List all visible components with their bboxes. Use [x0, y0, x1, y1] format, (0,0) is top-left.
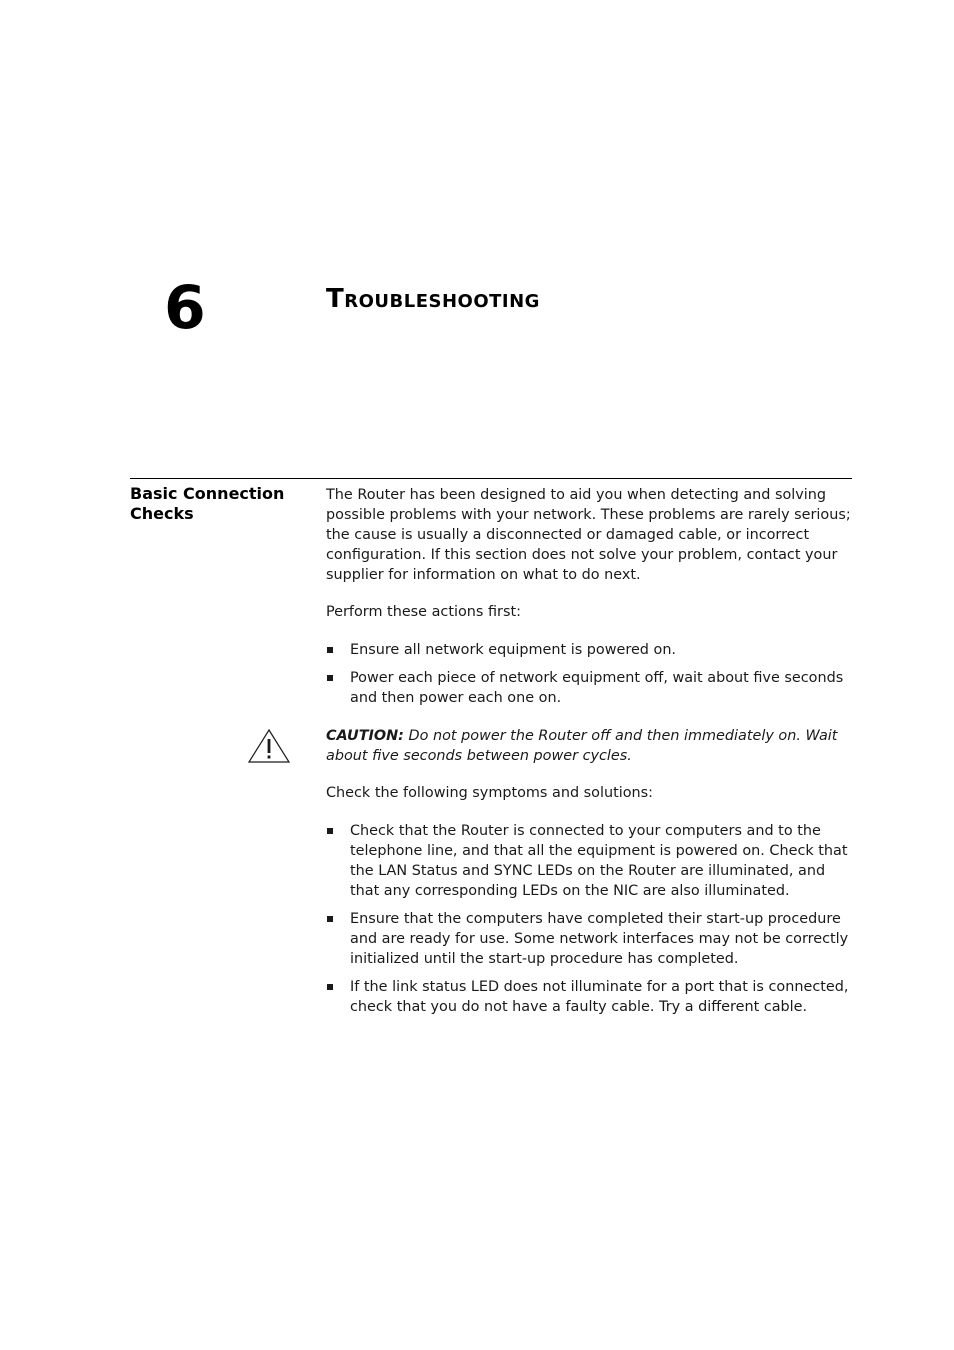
list-item: [326, 977, 854, 1017]
list-item-text: Power each piece of network equipment off, wait about five seconds and then power each one on.: [350, 670, 844, 706]
chapter-number: 6: [164, 273, 206, 343]
list-item: [326, 668, 854, 708]
intro-paragraph: The Router has been designed to aid you when detecting and solving possible problems with your network. These problems are rarely serious; the cause is usually a disconnected or damaged cable, or incorrect configuration. If this section does not solve your problem, contact your supplier for information on what to do next.: [326, 487, 851, 583]
symptoms-list: [326, 821, 854, 1017]
caution-label: CAUTION:: [326, 728, 404, 744]
caution-text: Do not power the Router off and then immediately on. Wait about five seconds between power cycles.: [326, 728, 838, 764]
chapter-title: Troubleshooting: [326, 284, 540, 314]
section-heading: Basic Connection Checks: [130, 484, 285, 523]
list-item-text: Check that the Router is connected to your computers and to the telephone line, and that all the equipment is powered on. Check that the LAN Status and SYNC LEDs on the Router are illuminated, and that any corresponding LEDs on the NIC are also illuminated.: [350, 823, 848, 899]
list-item-text: Ensure all network equipment is powered on.: [350, 642, 677, 658]
bullet-square-icon: [327, 984, 333, 990]
caution-note: [326, 726, 854, 766]
bullet-square-icon: [327, 647, 333, 653]
list-item: [326, 821, 854, 901]
bullet-square-icon: [327, 675, 333, 681]
first-actions-lead: Perform these actions first:: [326, 604, 521, 620]
symptoms-lead: Check the following symptoms and solutions:: [326, 785, 653, 801]
section-divider: [130, 478, 852, 479]
bullet-square-icon: [327, 916, 333, 922]
first-actions-list: [326, 640, 854, 708]
bullet-square-icon: [327, 828, 333, 834]
list-item-text: Ensure that the computers have completed their start-up procedure and are ready for use. Some network interfaces may not be correctly initialized until the start-up procedure has completed.: [350, 911, 849, 967]
list-item: [326, 640, 854, 660]
list-item: [326, 909, 854, 969]
warning-triangle-icon: [247, 728, 291, 764]
list-item-text: If the link status LED does not illuminate for a port that is connected, check that you do not have a faulty cable. Try a different cable.: [350, 979, 849, 1015]
section-body: [326, 485, 854, 1025]
